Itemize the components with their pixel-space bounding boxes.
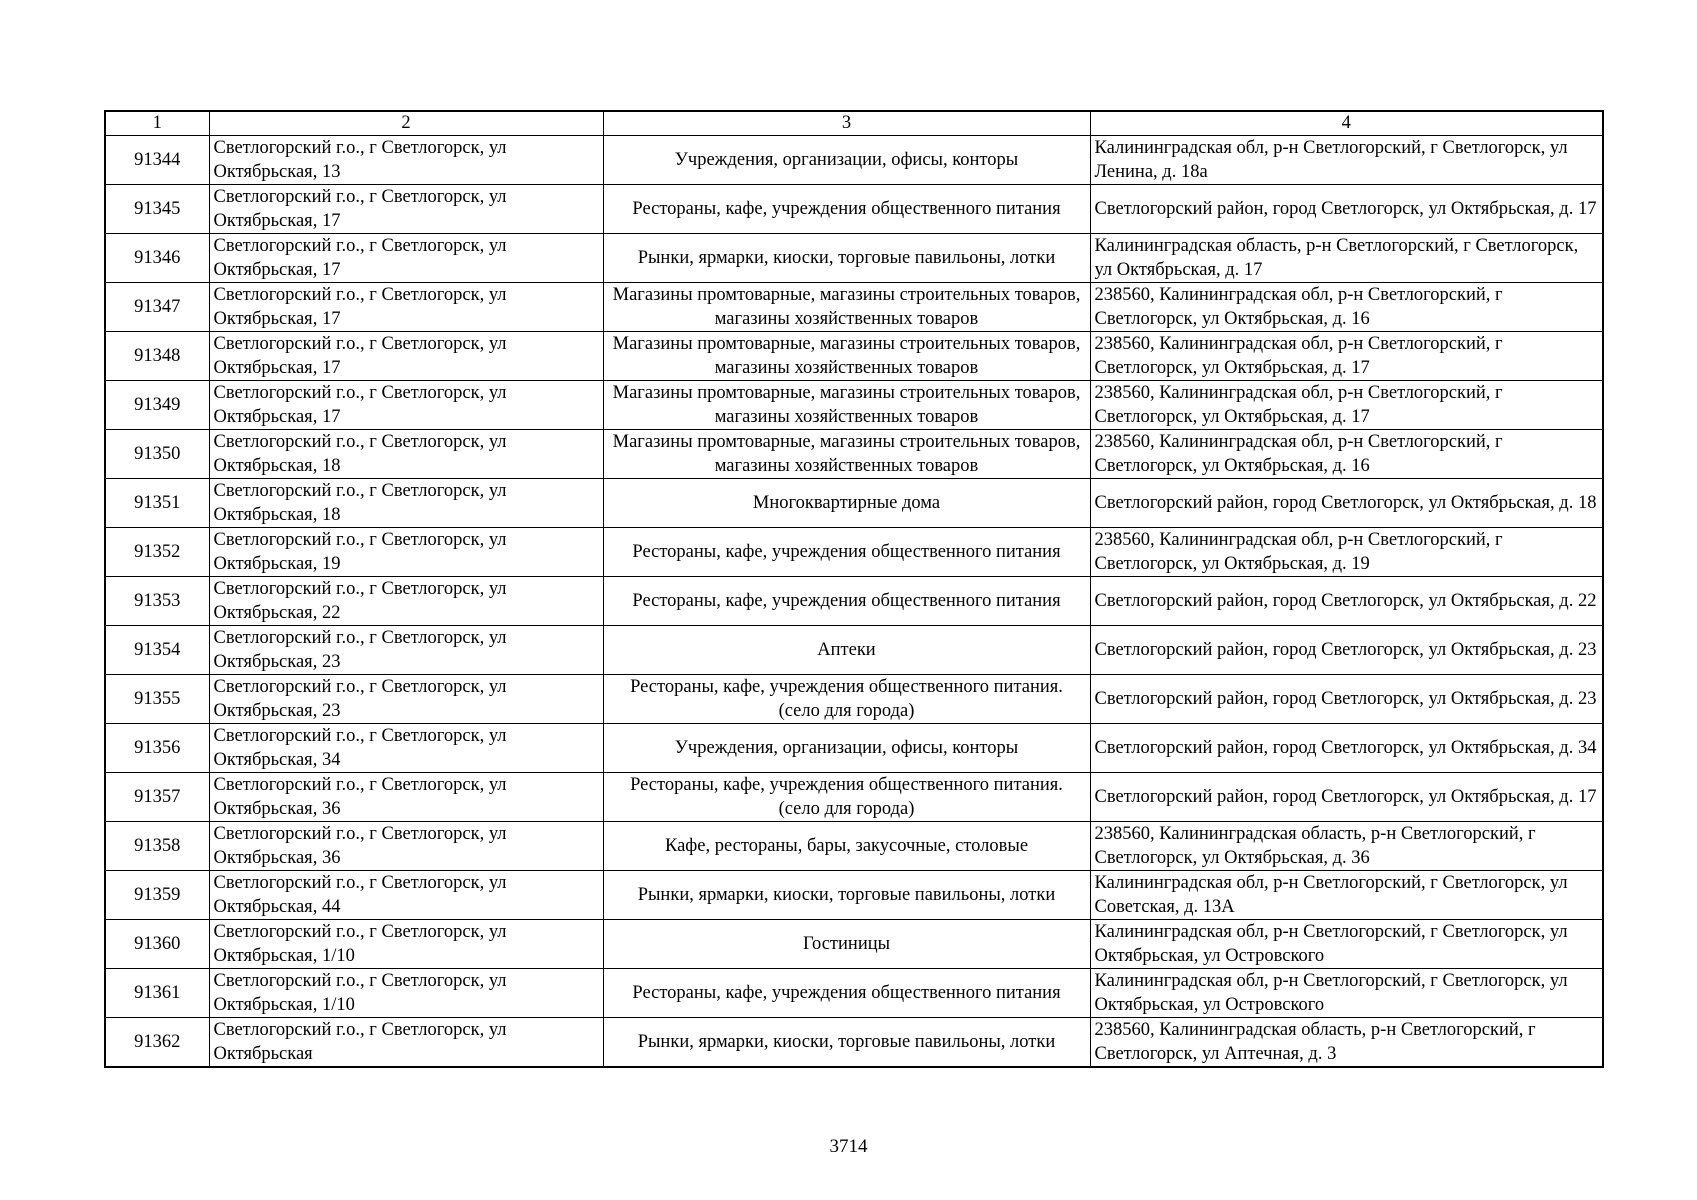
row-address: Светлогорский г.о., г Светлогорск, ул Октябрьская, 18	[209, 430, 603, 479]
row-location: 238560, Калининградская область, р-н Светлогорский, г Светлогорск, ул Октябрьская, д. 36	[1090, 822, 1603, 871]
row-id: 91361	[105, 969, 209, 1018]
row-location: 238560, Калининградская обл, р-н Светлогорский, г Светлогорск, ул Октябрьская, д. 17	[1090, 381, 1603, 430]
row-address: Светлогорский г.о., г Светлогорск, ул Октябрьская, 36	[209, 773, 603, 822]
table-row	[105, 577, 1603, 626]
row-category: Аптеки	[603, 626, 1090, 675]
row-category: Рынки, ярмарки, киоски, торговые павильоны, лотки	[603, 1018, 1090, 1068]
row-category: Рынки, ярмарки, киоски, торговые павильоны, лотки	[603, 871, 1090, 920]
row-location: 238560, Калининградская обл, р-н Светлогорский, г Светлогорск, ул Октябрьская, д. 19	[1090, 528, 1603, 577]
row-id: 91350	[105, 430, 209, 479]
table-row	[105, 185, 1603, 234]
table-row	[105, 920, 1603, 969]
row-category: Учреждения, организации, офисы, конторы	[603, 724, 1090, 773]
row-id: 91356	[105, 724, 209, 773]
row-id: 91353	[105, 577, 209, 626]
row-category: Магазины промтоварные, магазины строительных товаров, магазины хозяйственных товаров	[603, 332, 1090, 381]
row-location: 238560, Калининградская обл, р-н Светлогорский, г Светлогорск, ул Октябрьская, д. 17	[1090, 332, 1603, 381]
row-address: Светлогорский г.о., г Светлогорск, ул Октябрьская, 44	[209, 871, 603, 920]
row-category: Рестораны, кафе, учреждения общественного питания	[603, 528, 1090, 577]
row-category: Рынки, ярмарки, киоски, торговые павильоны, лотки	[603, 234, 1090, 283]
row-category: Рестораны, кафе, учреждения общественного питания	[603, 577, 1090, 626]
table-row	[105, 136, 1603, 185]
row-address: Светлогорский г.о., г Светлогорск, ул Октябрьская	[209, 1018, 603, 1068]
table-row	[105, 479, 1603, 528]
row-category: Рестораны, кафе, учреждения общественного питания	[603, 185, 1090, 234]
row-address: Светлогорский г.о., г Светлогорск, ул Октябрьская, 13	[209, 136, 603, 185]
row-address: Светлогорский г.о., г Светлогорск, ул Октябрьская, 17	[209, 185, 603, 234]
row-category: Гостиницы	[603, 920, 1090, 969]
row-address: Светлогорский г.о., г Светлогорск, ул Октябрьская, 18	[209, 479, 603, 528]
table-row	[105, 430, 1603, 479]
row-address: Светлогорский г.о., г Светлогорск, ул Октябрьская, 17	[209, 381, 603, 430]
row-address: Светлогорский г.о., г Светлогорск, ул Октябрьская, 1/10	[209, 969, 603, 1018]
row-address: Светлогорский г.о., г Светлогорск, ул Октябрьская, 22	[209, 577, 603, 626]
column-header-1: 1	[105, 111, 209, 136]
table-row	[105, 773, 1603, 822]
row-id: 91352	[105, 528, 209, 577]
row-category: Рестораны, кафе, учреждения общественного питания	[603, 969, 1090, 1018]
row-location: Калининградская область, р-н Светлогорский, г Светлогорск, ул Октябрьская, д. 17	[1090, 234, 1603, 283]
column-header-4: 4	[1090, 111, 1603, 136]
table-row	[105, 283, 1603, 332]
row-id: 91360	[105, 920, 209, 969]
column-header-2: 2	[209, 111, 603, 136]
row-location: Калининградская обл, р-н Светлогорский, г Светлогорск, ул Октябрьская, ул Островского	[1090, 920, 1603, 969]
row-category: Учреждения, организации, офисы, конторы	[603, 136, 1090, 185]
row-location: 238560, Калининградская обл, р-н Светлогорский, г Светлогорск, ул Октябрьская, д. 16	[1090, 430, 1603, 479]
row-location: Светлогорский район, город Светлогорск, ул Октябрьская, д. 17	[1090, 773, 1603, 822]
row-id: 91344	[105, 136, 209, 185]
row-address: Светлогорский г.о., г Светлогорск, ул Октябрьская, 19	[209, 528, 603, 577]
table-row	[105, 969, 1603, 1018]
table-row	[105, 724, 1603, 773]
row-address: Светлогорский г.о., г Светлогорск, ул Октябрьская, 23	[209, 626, 603, 675]
row-id: 91355	[105, 675, 209, 724]
row-id: 91362	[105, 1018, 209, 1068]
row-address: Светлогорский г.о., г Светлогорск, ул Октябрьская, 17	[209, 332, 603, 381]
row-id: 91347	[105, 283, 209, 332]
row-location: 238560, Калининградская обл, р-н Светлогорский, г Светлогорск, ул Октябрьская, д. 16	[1090, 283, 1603, 332]
row-category: Рестораны, кафе, учреждения общественного питания. (село для города)	[603, 773, 1090, 822]
table-row	[105, 234, 1603, 283]
row-id: 91349	[105, 381, 209, 430]
row-id: 91348	[105, 332, 209, 381]
row-category: Кафе, рестораны, бары, закусочные, столовые	[603, 822, 1090, 871]
table-body	[105, 136, 1603, 1068]
row-location: Светлогорский район, город Светлогорск, ул Октябрьская, д. 34	[1090, 724, 1603, 773]
row-category: Магазины промтоварные, магазины строительных товаров, магазины хозяйственных товаров	[603, 381, 1090, 430]
row-id: 91346	[105, 234, 209, 283]
row-category: Магазины промтоварные, магазины строительных товаров, магазины хозяйственных товаров	[603, 430, 1090, 479]
row-id: 91351	[105, 479, 209, 528]
row-category: Многоквартирные дома	[603, 479, 1090, 528]
row-address: Светлогорский г.о., г Светлогорск, ул Октябрьская, 1/10	[209, 920, 603, 969]
column-header-3: 3	[603, 111, 1090, 136]
row-location: Светлогорский район, город Светлогорск, ул Октябрьская, д. 17	[1090, 185, 1603, 234]
row-address: Светлогорский г.о., г Светлогорск, ул Октябрьская, 36	[209, 822, 603, 871]
table-row	[105, 626, 1603, 675]
header-row	[105, 111, 1603, 136]
row-id: 91359	[105, 871, 209, 920]
row-location: Светлогорский район, город Светлогорск, ул Октябрьская, д. 23	[1090, 626, 1603, 675]
row-location: Калининградская обл, р-н Светлогорский, г Светлогорск, ул Октябрьская, ул Островского	[1090, 969, 1603, 1018]
table-row	[105, 332, 1603, 381]
registry-table	[104, 110, 1604, 1068]
page-number: 3714	[829, 1136, 868, 1157]
row-address: Светлогорский г.о., г Светлогорск, ул Октябрьская, 17	[209, 234, 603, 283]
row-category: Рестораны, кафе, учреждения общественного питания. (село для города)	[603, 675, 1090, 724]
row-location: Калининградская обл, р-н Светлогорский, г Светлогорск, ул Советская, д. 13А	[1090, 871, 1603, 920]
table-header	[105, 111, 1603, 136]
table-row	[105, 381, 1603, 430]
row-address: Светлогорский г.о., г Светлогорск, ул Октябрьская, 34	[209, 724, 603, 773]
table-row	[105, 822, 1603, 871]
table-row	[105, 1018, 1603, 1068]
row-location: Светлогорский район, город Светлогорск, ул Октябрьская, д. 22	[1090, 577, 1603, 626]
row-id: 91345	[105, 185, 209, 234]
table-row	[105, 871, 1603, 920]
row-id: 91357	[105, 773, 209, 822]
row-location: Светлогорский район, город Светлогорск, ул Октябрьская, д. 23	[1090, 675, 1603, 724]
table-row	[105, 675, 1603, 724]
row-id: 91354	[105, 626, 209, 675]
row-category: Магазины промтоварные, магазины строительных товаров, магазины хозяйственных товаров	[603, 283, 1090, 332]
row-location: 238560, Калининградская область, р-н Светлогорский, г Светлогорск, ул Аптечная, д. 3	[1090, 1018, 1603, 1068]
row-id: 91358	[105, 822, 209, 871]
row-location: Калининградская обл, р-н Светлогорский, г Светлогорск, ул Ленина, д. 18а	[1090, 136, 1603, 185]
row-location: Светлогорский район, город Светлогорск, ул Октябрьская, д. 18	[1090, 479, 1603, 528]
row-address: Светлогорский г.о., г Светлогорск, ул Октябрьская, 23	[209, 675, 603, 724]
table-row	[105, 528, 1603, 577]
row-address: Светлогорский г.о., г Светлогорск, ул Октябрьская, 17	[209, 283, 603, 332]
